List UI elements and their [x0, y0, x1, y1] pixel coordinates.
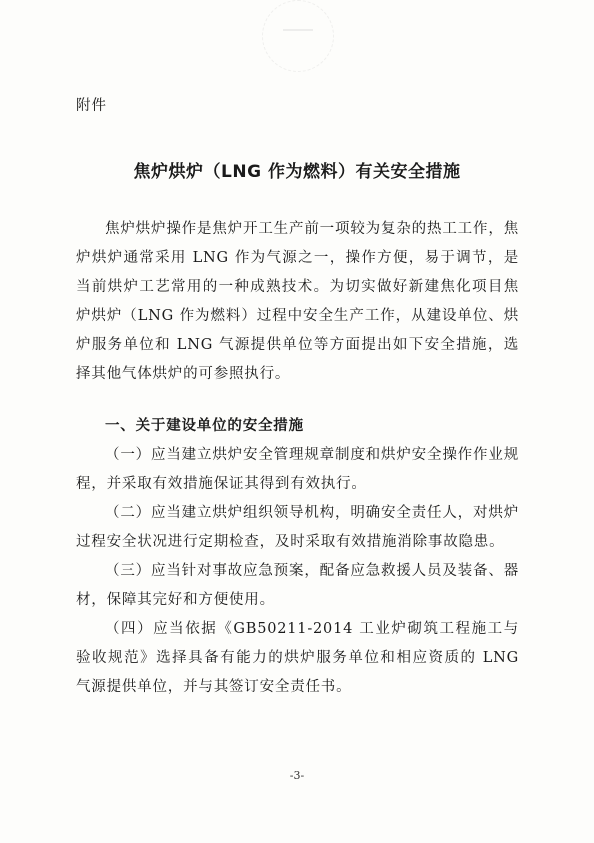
annex-label: 附件: [76, 98, 107, 114]
list-item: （三）应当针对事故应急预案，配备应急救援人员及装备、器材，保障其完好和方便使用。: [76, 563, 519, 608]
intro-paragraph: 焦炉烘炉操作是焦炉开工生产前一项较为复杂的热工工作，焦炉烘炉通常采用 LNG 作为气源之一，操作方便，易于调节，是当前烘炉工艺常用的一种成熟技术。为切实做好新建焦化项目焦炉烘炉（LNG 作为燃料）过程中安全生产工作，从建设单位、烘炉服务单位和 LNG 气源提供单位等方面提出如下安全措施，选择其他气体烘炉的可参照执行。: [76, 221, 519, 382]
document-title: 焦炉烘炉（LNG 作为燃料）有关安全措施: [133, 162, 461, 182]
list-item: （一）应当建立烘炉安全管理规章制度和烘炉安全操作作业规程，并采取有效措施保证其得到有效执行。: [76, 447, 519, 492]
section-1: [76, 412, 519, 441]
list-item: （二）应当建立烘炉组织领导机构，明确安全责任人，对烘炉过程安全状况进行定期检查，及时采取有效措施消除事故隐患。: [76, 505, 519, 550]
page-number: -3-: [289, 769, 305, 782]
section-1-items: [76, 441, 519, 702]
seal-bleedthrough-mark: [262, 0, 334, 72]
document-body: [76, 215, 519, 389]
list-item: （四）应当依据《GB50211-2014 工业炉砌筑工程施工与验收规范》选择具备有能力的烘炉服务单位和相应资质的 LNG 气源提供单位，并与其签订安全责任书。: [76, 621, 519, 695]
section-1-heading: 一、关于建设单位的安全措施: [105, 418, 304, 434]
